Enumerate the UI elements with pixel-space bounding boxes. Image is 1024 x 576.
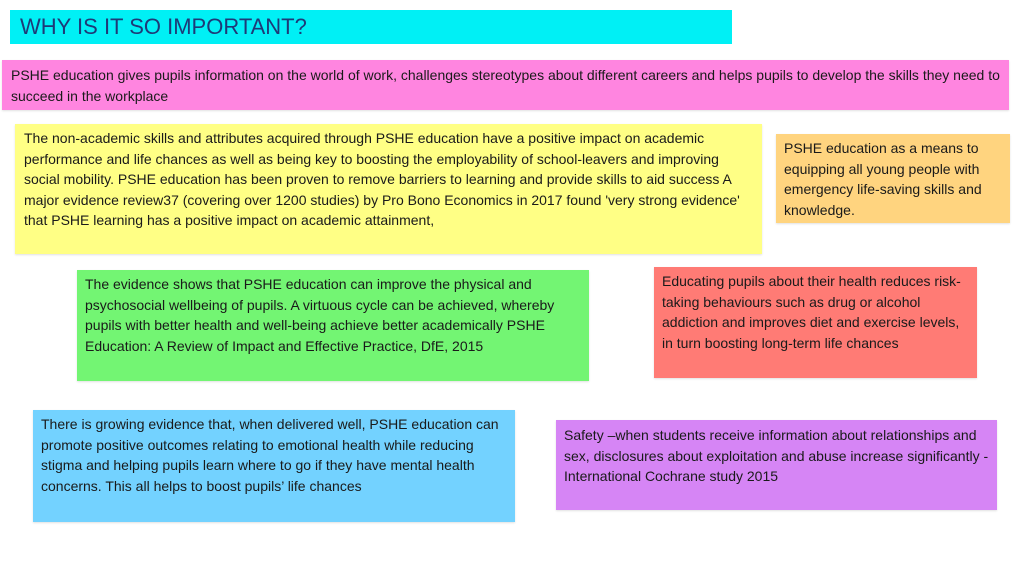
page-title: WHY IS IT SO IMPORTANT? bbox=[10, 10, 732, 44]
safety-box: Safety –when students receive information about relationships and sex, disclosures about exploitation and abuse increase significantly - International Cochrane study 2015 bbox=[556, 420, 997, 510]
life-saving-skills-box: PSHE education as a means to equipping all young people with emergency life-saving skills and knowledge. bbox=[776, 134, 1010, 223]
wellbeing-evidence-box: The evidence shows that PSHE education can improve the physical and psychosocial wellbeing of pupils. A virtuous cycle can be achieved, whereby pupils with better health and well-being achieve better academically PSHE Education: A Review of Impact and Effective Practice, DfE, 2015 bbox=[77, 270, 589, 381]
academic-impact-box: The non-academic skills and attributes acquired through PSHE education have a positive impact on academic performance and life chances as well as being key to boosting the employability of school-leavers and improving social mobility. PSHE education has been proven to remove barriers to learning and provide skills to aid success A major evidence review37 (covering over 1200 studies) by Pro Bono Economics in 2017 found 'very strong evidence' that PSHE learning has a positive impact on academic attainment, bbox=[15, 124, 762, 254]
mental-health-box: There is growing evidence that, when delivered well, PSHE education can promote positive outcomes relating to emotional health while reducing stigma and helping pupils learn where to go if they have mental health concerns. This all helps to boost pupils’ life chances bbox=[33, 410, 515, 522]
careers-info-box: PSHE education gives pupils information on the world of work, challenges stereotypes about different careers and helps pupils to develop the skills they need to succeed in the workplace bbox=[2, 60, 1009, 110]
health-behaviours-box: Educating pupils about their health reduces risk-taking behaviours such as drug or alcohol addiction and improves diet and exercise levels, in turn boosting long-term life chances bbox=[654, 267, 977, 378]
